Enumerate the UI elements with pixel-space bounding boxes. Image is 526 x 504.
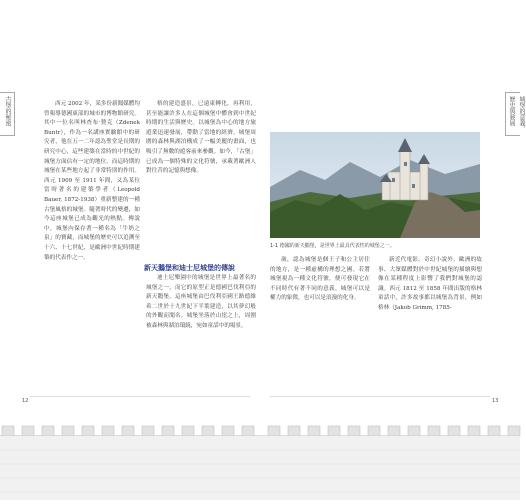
right-side-tab — [505, 92, 525, 136]
castle-photo — [270, 132, 480, 238]
right-page-number: 13 — [492, 398, 499, 404]
section-heading: 新天鵝堡和迪士尼城堡的傳說 — [144, 264, 235, 272]
left-column-3-text: 迪士尼樂園中的城堡是世界上最著名的城堡之一，而它的原型正是德國巴伐利亞的新天鵝堡。這座城堡由巴伐利亞國王路德維希二世於十九世紀下半葉建造，以其夢幻般的外觀而聞名。城堡坐落於山崖之上，周圍被森林與湖泊環繞，宛如童話中的場景。 — [146, 275, 256, 329]
right-column-1-text: 歲，認為城堡是個王子和公主居住的地方，是一種虛構的理想之國。若將城堡視為一種文化符號，便可發現它在不同時代有著不同的意義。城堡可以是權力的象徵，也可以是浪漫的化身。 — [270, 257, 370, 302]
left-side-tab-label: 古堡的秘密 — [4, 96, 11, 126]
right-footer-rule — [270, 396, 490, 397]
left-column-2 — [146, 100, 256, 260]
left-side-tab — [0, 92, 15, 136]
photo-caption: 1-1 德國的新天鵝堡，是世界上最具代表性的城堡之一。 — [270, 243, 395, 249]
left-column-2-text: 格的建造盛景，已遠東轉化，再利用，甚至能讓許多人在這個城堡中體會到中世紀時期的生活與歷史。以城堡為中心的地方旅遊業迅速發展，帶動了當地的經濟。城堡周圍的森林與湖泊構成了一幅美麗的畫面，也吸引了無數的遊客前來參觀。如今，「古堡」已成為一個特殊的文化符號，承載著歐洲人對往昔的記憶與想像。 — [146, 101, 256, 175]
right-column-1 — [270, 256, 370, 394]
right-column-2-text: 新近代電影、奇幻小說外，歐洲的故事、大眾媒體對於中世紀城堡的描繪與想像在某種程度上影響了我們對城堡的認識。西元 1812 至 1858 年間出版的格林童話中，許多故事都以城堡為背景，例如格林（Jakob Grimm, 1785- — [378, 257, 482, 311]
left-footer-rule — [30, 396, 250, 397]
right-column-2 — [378, 256, 482, 394]
left-column-1-text: 西元 2002 年，某多份新聞媒體均曾報導德國東部的城市的博物館研究。其中一位名叫林查布·贊克（Zdenek Buntr），作為一名講座實驗館中的研究者，他在五一二年認為聖堂是長期的研究中心，這些建築在當時的中世紀的城堡方面佔有一定的地位。而這時期的城堡在某些地方起了非常特別的作用。西元 1909 至 1911 年間，又為某位當時著名的建築學者（Leopold Bauer, 1872-1938）重新整建的一種古堡風格的城堡。隨著時代的變遷，如今這座城堡已成為觀光的熱點。傳說中，城堡內保存著一種名為「牛奶之泉」的寶藏，而城堡的歷史可以追溯至十六、十七世紀，是歐洲中世紀時期建築的代表作之一。 — [44, 101, 140, 261]
left-column-1 — [44, 100, 140, 394]
castle-wall-border — [0, 416, 520, 500]
left-page-number: 12 — [22, 398, 29, 404]
left-column-3 — [146, 274, 256, 394]
right-side-tab-label: 城堡的意義、歷史與發展 — [508, 96, 525, 132]
